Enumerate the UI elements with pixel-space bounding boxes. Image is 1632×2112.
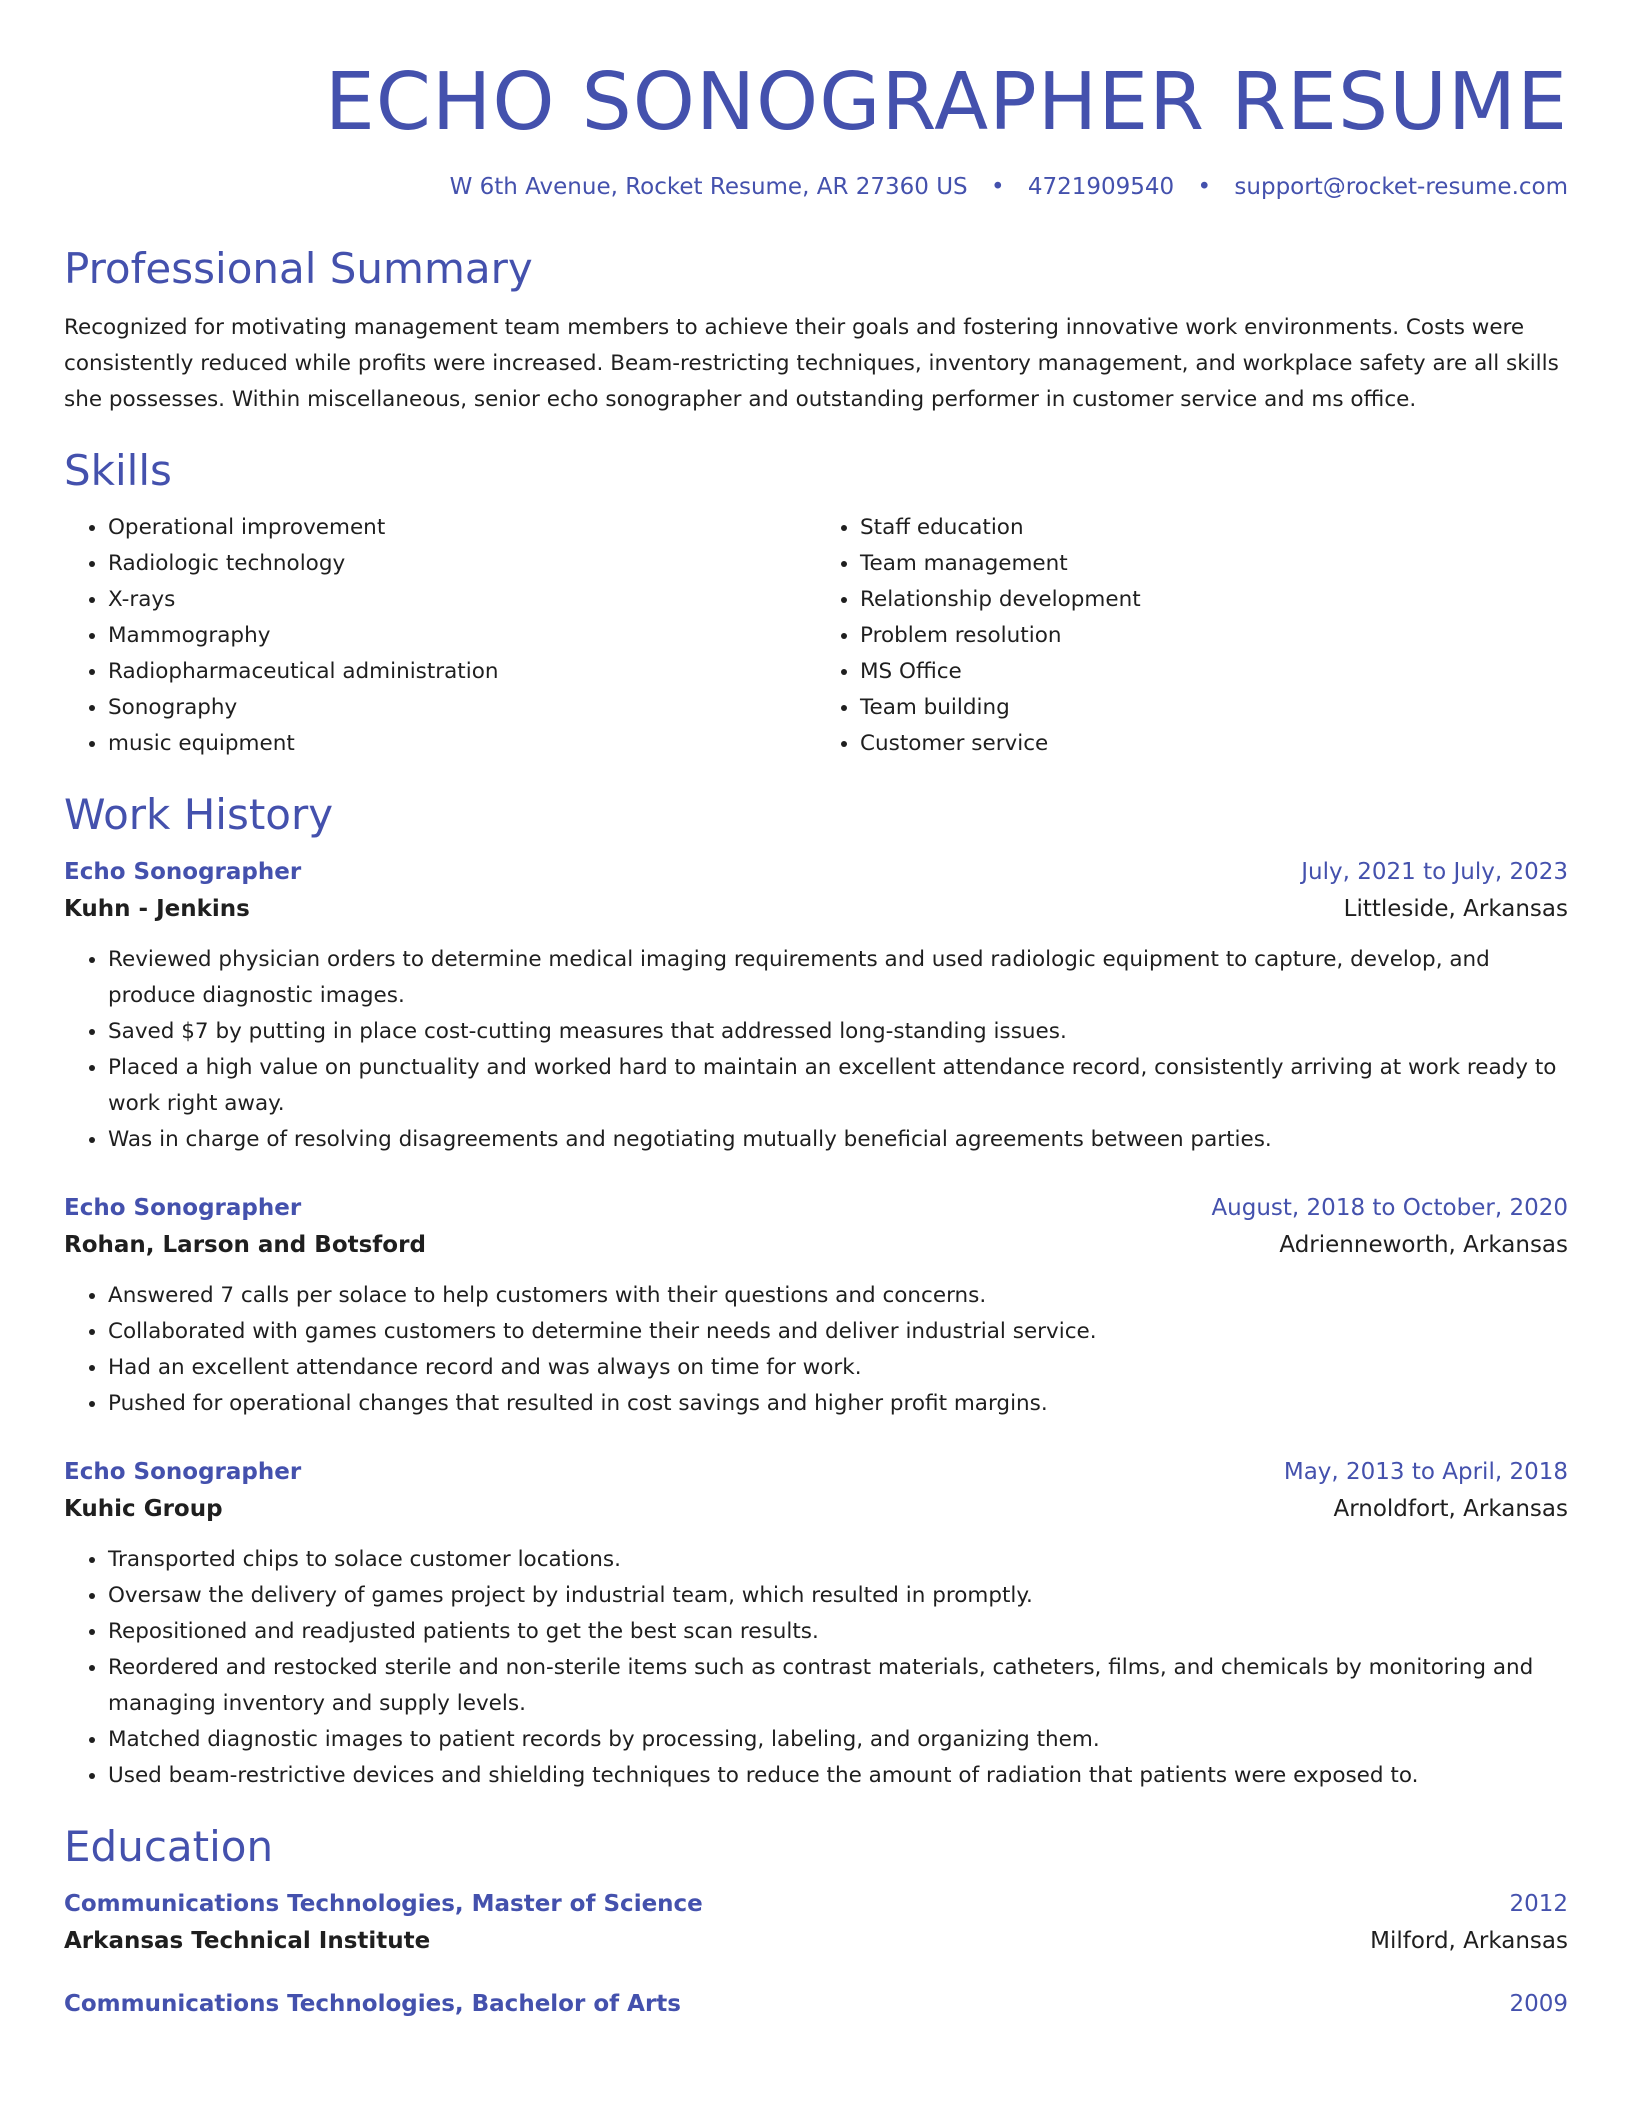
- contact-email: support@rocket-resume.com: [1234, 174, 1568, 200]
- job-title: Echo Sonographer: [64, 1195, 302, 1221]
- education-degree: Communications Technologies, Master of Science: [64, 1891, 703, 1917]
- job-title: Echo Sonographer: [64, 1459, 302, 1485]
- resume-name: ECHO SONOGRAPHER RESUME: [324, 56, 1568, 148]
- job-company: Rohan, Larson and Botsford: [64, 1232, 426, 1258]
- resume-header: [64, 54, 1568, 202]
- skill-item: • Sonography: [108, 690, 816, 726]
- skill-item: • MS Office: [860, 654, 1568, 690]
- job-bullet: • Reordered and restocked sterile and non-sterile items such as contrast materials, catheters, films, and chemicals by monitoring and managing inventory and supply levels.: [108, 1650, 1568, 1722]
- skill-item: • Problem resolution: [860, 618, 1568, 654]
- job-bullet: • Used beam-restrictive devices and shielding techniques to reduce the amount of radiation that patients were exposed to.: [108, 1758, 1568, 1794]
- contact-address: W 6th Avenue, Rocket Resume, AR 27360 US: [449, 174, 968, 200]
- education-entry: [64, 1886, 1568, 1960]
- skill-item: • Customer service: [860, 726, 1568, 762]
- job-entry: [64, 1454, 1568, 1794]
- job-company-row: [64, 890, 1568, 928]
- skill-item: • Radiopharmaceutical administration: [108, 654, 816, 690]
- education-section: [64, 1820, 1568, 2022]
- skills-columns: [64, 510, 1568, 762]
- job-company: Kuhn - Jenkins: [64, 896, 250, 922]
- job-dates: May, 2013 to April, 2018: [1283, 1459, 1568, 1485]
- education-year: 2012: [1509, 1891, 1568, 1917]
- job-bullet: • Was in charge of resolving disagreements and negotiating mutually beneficial agreements between parties.: [108, 1122, 1568, 1158]
- job-header-row: [64, 1454, 1568, 1490]
- skill-item: • Mammography: [108, 618, 816, 654]
- job-bullet: • Placed a high value on punctuality and worked hard to maintain an excellent attendance record, consistently arriving at work ready to work right away.: [108, 1050, 1568, 1122]
- job-company: Kuhic Group: [64, 1496, 223, 1522]
- skills-title: Skills: [64, 446, 172, 495]
- job-title: Echo Sonographer: [64, 859, 302, 885]
- skill-item: • Team management: [860, 546, 1568, 582]
- education-header-row: [64, 1886, 1568, 1922]
- skill-item: • X-rays: [108, 582, 816, 618]
- contact-line: [64, 172, 1568, 202]
- skills-left-list: [64, 510, 816, 762]
- job-location: Littleside, Arkansas: [1343, 896, 1568, 922]
- education-entry: [64, 1986, 1568, 2022]
- work-history-title: Work History: [64, 790, 334, 839]
- skills-right-list: [816, 510, 1568, 762]
- job-entry: [64, 1190, 1568, 1422]
- job-bullets: [64, 1278, 1568, 1422]
- job-dates: August, 2018 to October, 2020: [1211, 1195, 1568, 1221]
- skill-item: • music equipment: [108, 726, 816, 762]
- skill-item: • Relationship development: [860, 582, 1568, 618]
- job-header-row: [64, 854, 1568, 890]
- job-header-row: [64, 1190, 1568, 1226]
- education-header-row: [64, 1986, 1568, 2022]
- education-year: 2009: [1509, 1991, 1568, 2017]
- job-location: Adrienneworth, Arkansas: [1279, 1232, 1568, 1258]
- education-degree: Communications Technologies, Bachelor of Arts: [64, 1991, 681, 2017]
- job-bullet: • Had an excellent attendance record and was always on time for work.: [108, 1350, 1568, 1386]
- contact-separator: •: [1197, 174, 1212, 200]
- job-location: Arnoldfort, Arkansas: [1333, 1496, 1568, 1522]
- summary-title: Professional Summary: [64, 244, 533, 293]
- skills-section: [64, 444, 1568, 762]
- job-bullet: • Reviewed physician orders to determine medical imaging requirements and used radiologic equipment to capture, develop, and produce diagnostic images.: [108, 942, 1568, 1014]
- job-bullet: • Collaborated with games customers to determine their needs and deliver industrial service.: [108, 1314, 1568, 1350]
- job-company-row: [64, 1226, 1568, 1264]
- job-bullet: • Answered 7 calls per solace to help customers with their questions and concerns.: [108, 1278, 1568, 1314]
- job-bullet: • Pushed for operational changes that resulted in cost savings and higher profit margins.: [108, 1386, 1568, 1422]
- skill-item: • Radiologic technology: [108, 546, 816, 582]
- work-history-section: [64, 788, 1568, 1794]
- job-entry: [64, 854, 1568, 1158]
- education-location: Milford, Arkansas: [1370, 1928, 1568, 1954]
- job-bullet: • Matched diagnostic images to patient records by processing, labeling, and organizing them.: [108, 1722, 1568, 1758]
- skill-item: • Team building: [860, 690, 1568, 726]
- job-dates: July, 2021 to July, 2023: [1301, 859, 1568, 885]
- job-bullet: • Saved $7 by putting in place cost-cutting measures that addressed long-standing issues.: [108, 1014, 1568, 1050]
- job-bullet: • Oversaw the delivery of games project by industrial team, which resulted in promptly.: [108, 1578, 1568, 1614]
- job-company-row: [64, 1490, 1568, 1528]
- job-bullets: [64, 1542, 1568, 1794]
- skill-item: • Operational improvement: [108, 510, 816, 546]
- education-title: Education: [64, 1822, 274, 1871]
- education-school: Arkansas Technical Institute: [64, 1928, 431, 1954]
- summary-text: Recognized for motivating management team members to achieve their goals and fostering innovative work environments. Costs were consistently reduced while profits were increased. Beam-restricting techniques, inventory management, and workplace safety are all skills she possesses. Within miscellaneous, senior echo sonographer and outstanding performer in customer service and ms office.: [64, 315, 1559, 412]
- contact-separator: •: [990, 174, 1005, 200]
- summary-section: [64, 242, 1568, 418]
- job-bullets: [64, 942, 1568, 1158]
- skill-item: • Staff education: [860, 510, 1568, 546]
- education-school-row: [64, 1922, 1568, 1960]
- contact-phone: 4721909540: [1027, 174, 1175, 200]
- job-bullet: • Repositioned and readjusted patients to get the best scan results.: [108, 1614, 1568, 1650]
- job-bullet: • Transported chips to solace customer locations.: [108, 1542, 1568, 1578]
